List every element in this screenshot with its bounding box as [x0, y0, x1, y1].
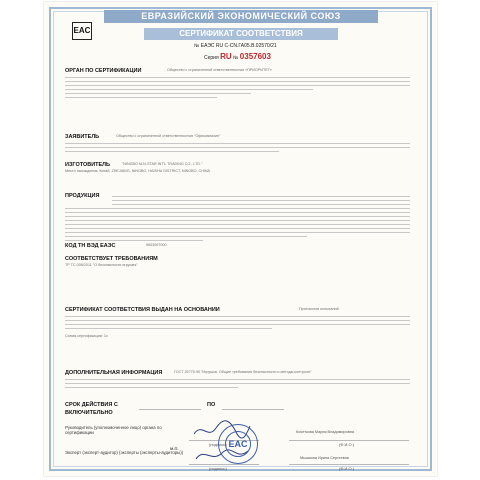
union-banner: ЕВРАЗИЙСКИЙ ЭКОНОМИЧЕСКИЙ СОЮЗ: [104, 10, 378, 23]
validity-to-underline: [222, 409, 284, 410]
seal-place-label: М.П.: [170, 446, 179, 451]
manufacturer-label: ИЗГОТОВИТЕЛЬ: [65, 162, 110, 168]
expert-name: Мышкина Ирина Сергеевна: [300, 456, 349, 460]
registration-number: № ЕАЭС RU C-CN.ГА05.В.02570/21: [194, 43, 277, 49]
additional-text: ГОСТ 25779-90 "Игрушки. Общие требования безопасности и методы контроля": [174, 370, 312, 374]
eac-stamp-mark: EAC: [225, 431, 251, 457]
tnved-label: КОД ТН ВЭД ЕАЭС: [65, 243, 116, 249]
org-label: ОРГАН ПО СЕРТИФИКАЦИИ: [65, 68, 142, 74]
manufacturer-address: Место нахождения: Китай, ZHEJIANG, NINGBO, HAISHU DISTRICT, NINGBO, CHINA: [65, 169, 211, 173]
expert-signature-caption: (подпись): [209, 466, 227, 471]
expert-name-line: [289, 464, 409, 465]
validity-label: СРОК ДЕЙСТВИЯ С: [65, 402, 118, 408]
expert-label: Эксперт (эксперт-аудитор) (эксперты (эксперты-аудиторы)): [65, 450, 184, 455]
applicant-details-lines: [65, 143, 410, 155]
product-label: ПРОДУКЦИЯ: [65, 193, 100, 199]
series-code: RU: [220, 52, 232, 61]
basis-text: Протоколов испытаний: [299, 307, 339, 311]
validity-to-label: ПО: [207, 402, 216, 408]
validity-inclusive: ВКЛЮЧИТЕЛЬНО: [65, 410, 113, 416]
org-text: Общество с ограниченной ответственностью «ПРИОРИТЕТ»: [167, 68, 272, 72]
certificate-page: [44, 2, 437, 476]
series-line: [204, 52, 271, 61]
basis-details-lines: [65, 316, 410, 332]
expert-signature-line: [189, 464, 259, 465]
head-name-line: [289, 440, 409, 441]
certificate-title: СЕРТИФИКАТ СООТВЕТСТВИЯ: [144, 28, 338, 40]
validity-from-underline: [139, 409, 201, 410]
head-name-caption: (Ф.И.О.): [339, 442, 355, 447]
serial-prefix: №: [233, 55, 239, 61]
basis-label: СЕРТИФИКАТ СООТВЕТСТВИЯ ВЫДАН НА ОСНОВАНИИ: [65, 307, 220, 313]
manufacturer-text: "NINGBO M-N-STAR INT'L TRADING CO., LTD.": [122, 162, 203, 166]
expert-name-caption: (Ф.И.О.): [339, 466, 355, 471]
eac-mark: EAC: [72, 22, 92, 40]
requirements-label: СООТВЕТСТВУЕТ ТРЕБОВАНИЯМ: [65, 256, 158, 262]
org-details-lines: [65, 77, 410, 101]
additional-label: ДОПОЛНИТЕЛЬНАЯ ИНФОРМАЦИЯ: [65, 370, 163, 376]
head-label: Руководитель (уполномоченное лицо) органа по сертификации: [65, 425, 162, 436]
applicant-label: ЗАЯВИТЕЛЬ: [65, 134, 100, 140]
product-lines-b: [65, 208, 410, 244]
additional-details-lines: [65, 379, 410, 391]
applicant-text: Общество с ограниченной ответственностью "Офисмагазин": [116, 134, 221, 138]
tnved-code: 9503007000: [146, 243, 167, 247]
serial-number: 0357603: [239, 52, 271, 61]
scheme-text: Схема сертификации: 1с: [65, 334, 108, 338]
series-label: Серия: [204, 55, 219, 61]
requirements-text: ТР ТС 008/2011 "О безопасности игрушек": [65, 263, 138, 267]
eac-stamp: [218, 424, 258, 464]
head-signature-caption: (подпись): [209, 442, 227, 447]
product-lines-a: [112, 196, 410, 208]
head-name: Кочеткова Мария Владимировна: [296, 430, 354, 434]
